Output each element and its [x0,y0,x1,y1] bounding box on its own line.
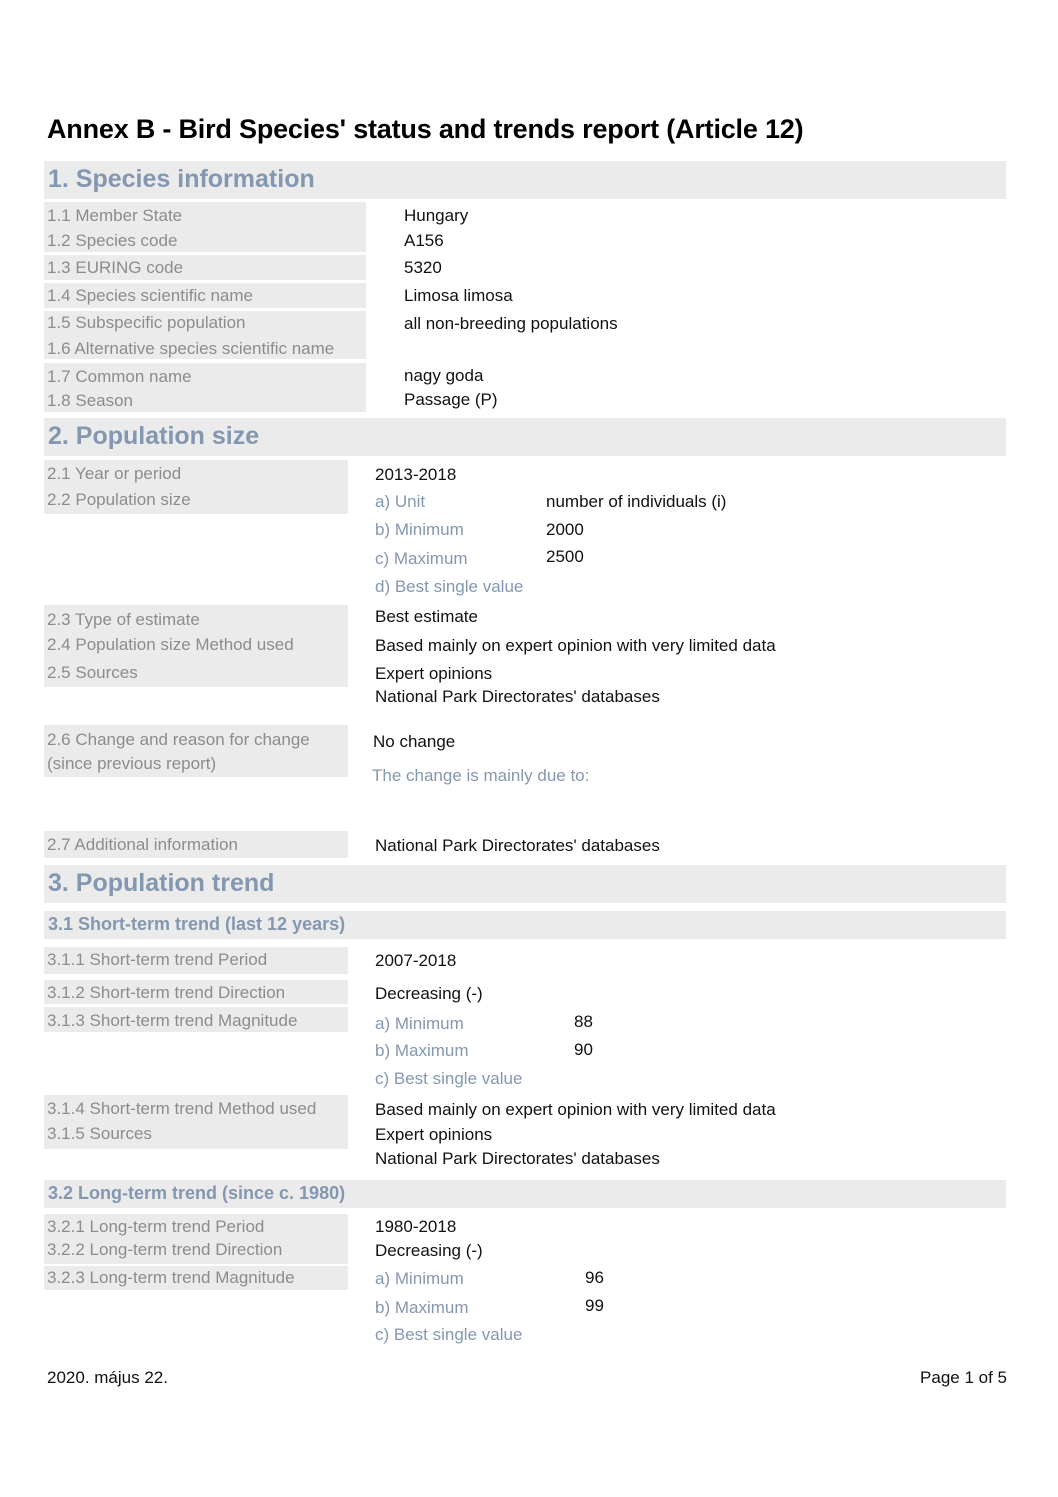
change-value: No change [373,732,456,751]
long-term-maximum-label: b) Maximum [375,1298,469,1317]
short-term-sources-label: 3.1.5 Sources [47,1124,152,1143]
short-term-period-label: 3.1.1 Short-term trend Period [47,950,268,969]
unit-value: number of individuals (i) [546,492,727,511]
short-term-method-value: Based mainly on expert opinion with very limited data [375,1100,776,1119]
long-term-period-label: 3.2.1 Long-term trend Period [47,1217,265,1236]
short-term-maximum-value: 90 [574,1040,593,1059]
long-term-direction-value: Decreasing (-) [375,1241,483,1260]
subsection-heading: 3.1 Short-term trend (last 12 years) [48,914,346,934]
short-term-source-item: Expert opinions [375,1125,493,1144]
short-term-direction-label: 3.1.2 Short-term trend Direction [47,983,286,1002]
long-term-minimum-label: a) Minimum [375,1269,464,1288]
short-term-magnitude-label: 3.1.3 Short-term trend Magnitude [47,1011,298,1030]
best-single-value-label: d) Best single value [375,577,524,596]
long-term-magnitude-label: 3.2.3 Long-term trend Magnitude [47,1268,295,1287]
short-term-method-label: 3.1.4 Short-term trend Method used [47,1099,317,1118]
population-size-label: 2.2 Population size [47,490,191,509]
scientific-name-value: Limosa limosa [404,286,513,305]
alternative-name-label: 1.6 Alternative species scientific name [47,339,335,358]
page-number: Page 1 of 5 [920,1368,1007,1387]
section-population-size [44,418,1006,456]
minimum-label: b) Minimum [375,520,464,539]
long-term-direction-label: 3.2.2 Long-term trend Direction [47,1240,283,1259]
section-species-information [44,161,1006,199]
method-used-value: Based mainly on expert opinion with very limited data [375,636,776,655]
euring-code-value: 5320 [404,258,442,277]
common-name-label: 1.7 Common name [47,367,192,386]
short-term-maximum-label: b) Maximum [375,1041,469,1060]
year-period-value: 2013-2018 [375,465,457,484]
subspecific-population-value: all non-breeding populations [404,314,618,333]
short-term-source-item: National Park Directorates' databases [375,1149,660,1168]
section-heading: 3. Population trend [48,869,275,897]
type-of-estimate-label: 2.3 Type of estimate [47,610,200,629]
section-heading: 2. Population size [48,422,260,450]
sources-label: 2.5 Sources [47,663,138,682]
footer-date: 2020. május 22. [47,1368,168,1387]
maximum-value: 2500 [546,547,584,566]
document-title: Annex B - Bird Species' status and trends report (Article 12) [47,114,804,144]
section-heading: 1. Species information [48,165,315,193]
season-value: Passage (P) [404,390,498,409]
short-term-best-value-label: c) Best single value [375,1069,523,1088]
method-used-label: 2.4 Population size Method used [47,635,294,654]
year-period-label: 2.1 Year or period [47,464,182,483]
unit-label: a) Unit [375,492,426,511]
maximum-label: c) Maximum [375,549,468,568]
subsection-short-term-trend [44,911,1006,939]
short-term-minimum-value: 88 [574,1012,593,1031]
short-term-period-value: 2007-2018 [375,951,457,970]
change-reason-label: 2.6 Change and reason for change [47,730,310,749]
short-term-minimum-label: a) Minimum [375,1014,464,1033]
subsection-long-term-trend [44,1180,1006,1208]
additional-information-label: 2.7 Additional information [47,835,238,854]
subspecific-population-label: 1.5 Subspecific population [47,313,246,332]
source-item: National Park Directorates' databases [375,687,660,706]
long-term-period-value: 1980-2018 [375,1217,457,1236]
short-term-direction-value: Decreasing (-) [375,984,483,1003]
member-state-value: Hungary [404,206,469,225]
season-label: 1.8 Season [47,391,134,410]
long-term-maximum-value: 99 [585,1296,604,1315]
subsection-heading: 3.2 Long-term trend (since c. 1980) [48,1183,346,1203]
species-code-label: 1.2 Species code [47,231,178,250]
minimum-value: 2000 [546,520,584,539]
long-term-best-value-label: c) Best single value [375,1325,523,1344]
source-item: Expert opinions [375,664,493,683]
common-name-value: nagy goda [404,366,484,385]
change-reason-label-cont: (since previous report) [47,754,217,773]
euring-code-label: 1.3 EURING code [47,258,184,277]
long-term-minimum-value: 96 [585,1268,604,1287]
additional-information-value: National Park Directorates' databases [375,836,660,855]
scientific-name-label: 1.4 Species scientific name [47,286,253,305]
section-population-trend [44,865,1006,903]
species-code-value: A156 [404,231,444,250]
type-of-estimate-value: Best estimate [375,607,478,626]
change-reason-value: The change is mainly due to: [372,766,590,785]
member-state-label: 1.1 Member State [47,206,183,225]
